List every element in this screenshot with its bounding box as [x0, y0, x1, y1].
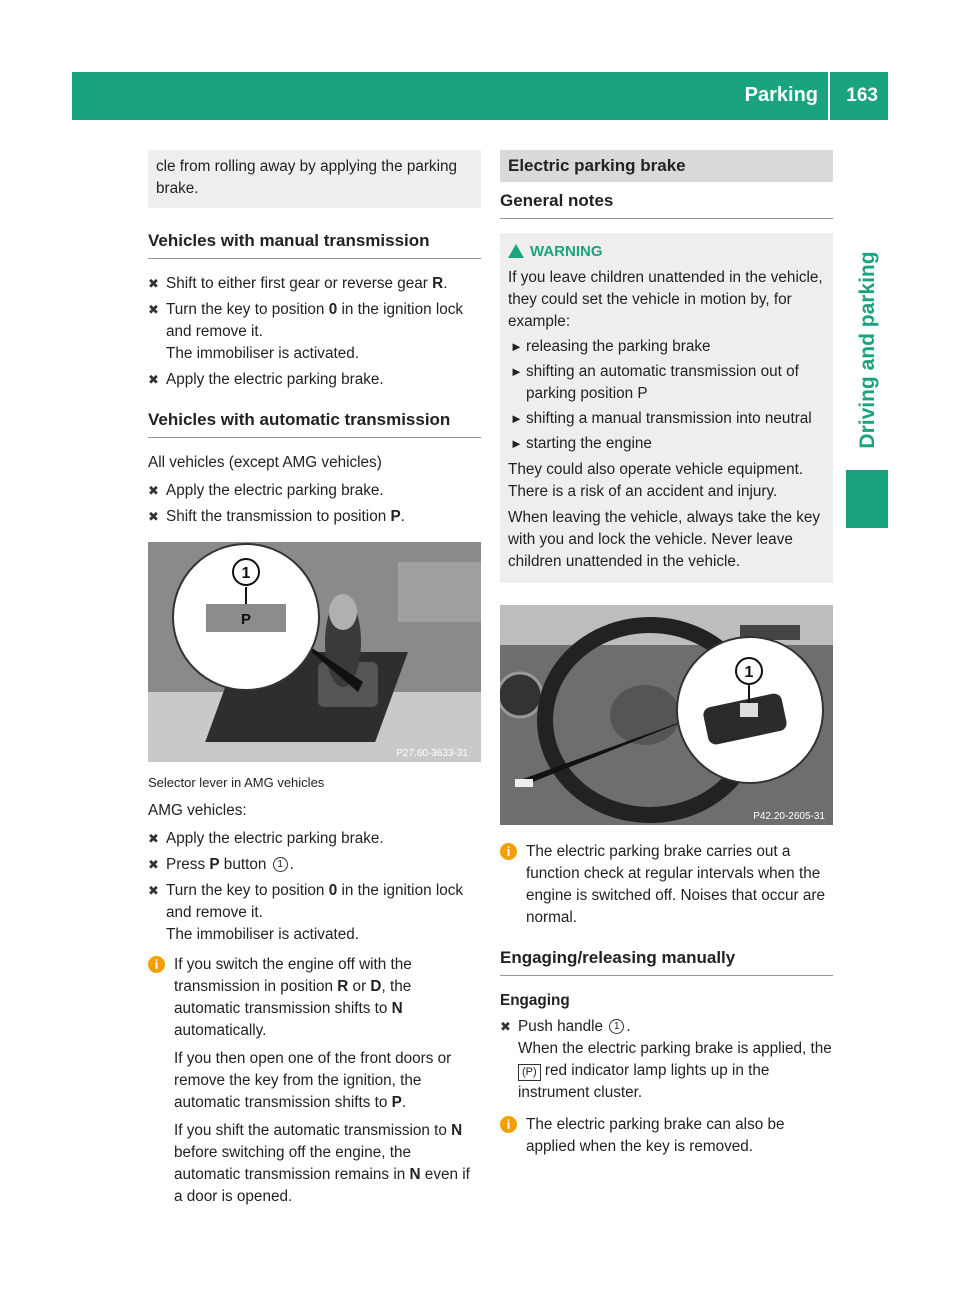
heading-engaging: Engaging: [500, 992, 570, 1009]
callout-1: 1: [744, 664, 754, 681]
arrow-icon: ✖: [148, 509, 159, 524]
heading-automatic: Vehicles with automatic transmission: [148, 409, 481, 438]
image-ref: P27.60-3633-31: [396, 748, 468, 759]
arrow-icon: ✖: [148, 483, 159, 498]
auto-step-1: ✖ Apply the electric parking brake.: [148, 480, 481, 502]
arrow-icon: ✖: [148, 302, 159, 317]
arrow-icon: ✖: [148, 831, 159, 846]
page-number: 163: [846, 85, 878, 106]
note-p2: If you then open one of the front doors or remove the key from the ignition, the automatic transmission shifts to P.: [174, 1050, 452, 1111]
note-p1: If you switch the engine off with the transmission in position R or D, the automatic transmission shifts to N automatically.: [174, 956, 412, 1039]
page-header: [72, 72, 888, 120]
intro-text: cle from rolling away by applying the parking brake.: [156, 158, 457, 197]
section-title: Parking: [744, 84, 818, 106]
arrow-icon: ✖: [500, 1019, 511, 1034]
automatic-subtext: All vehicles (except AMG vehicles): [148, 454, 382, 471]
parking-brake-photo: [500, 605, 833, 825]
info-note: [148, 954, 481, 1208]
heading-engaging-releasing: Engaging/releasing manually: [500, 947, 833, 976]
info-note-2: i The electric parking brake can also be applied when the key is removed.: [500, 1114, 833, 1158]
amg-step-3: ✖ Turn the key to position 0 in the ignition lock and remove it. The immobiliser is activated.: [148, 882, 464, 943]
left-column: [148, 150, 481, 1214]
parking-brake-illustration: [500, 605, 833, 825]
warning-bullet: ► shifting a manual transmission into neutral: [510, 410, 812, 427]
side-tab-marker: [846, 470, 888, 528]
warning-bullet: ► shifting an automatic transmission out of parking position P: [510, 363, 799, 402]
info-note-1: i The electric parking brake carries out a function check at regular intervals when the engine is switched off. Noises that occur are normal.: [500, 841, 833, 929]
warning-bullet: ► releasing the parking brake: [510, 338, 711, 355]
auto-step-2: ✖ Shift the transmission to position P.: [148, 506, 481, 528]
p-label: P: [240, 611, 252, 628]
warning-box: [500, 233, 833, 583]
continued-box: [148, 150, 481, 208]
heading-manual: Vehicles with manual transmission: [148, 230, 481, 259]
info-icon: i: [500, 1116, 517, 1133]
callout-1-ref: 1: [609, 1019, 624, 1034]
info-icon: i: [148, 956, 165, 973]
manual-step-2: ✖ Turn the key to position 0 in the ignition lock and remove it. The immobiliser is activated.: [148, 301, 464, 362]
warning-text-2: They could also operate vehicle equipment. There is a risk of an accident and injury.: [508, 461, 804, 500]
warning-text-3: When leaving the vehicle, always take the key with you and lock the vehicle. Never leave children unattended in the vehicle.: [508, 509, 821, 570]
arrow-icon: ✖: [148, 883, 159, 898]
image-caption: Selector lever in AMG vehicles: [148, 775, 325, 790]
section-heading-epb: Electric parking brake: [500, 150, 833, 182]
heading-general-notes: General notes: [500, 190, 833, 219]
header-divider: [828, 72, 830, 120]
manual-step-3: ✖ Apply the electric parking brake.: [148, 369, 481, 391]
warning-icon: [508, 244, 524, 258]
selector-lever-photo: [148, 542, 481, 762]
arrow-icon: ✖: [148, 372, 159, 387]
side-tab-label: Driving and parking: [856, 251, 879, 449]
manual-step-1: ✖ Shift to either first gear or reverse gear R.: [148, 273, 481, 295]
image-ref: P42.20-2605-31: [753, 811, 825, 822]
parking-brake-lamp-icon: (P): [518, 1064, 541, 1081]
arrow-icon: ✖: [148, 857, 159, 872]
right-column: [500, 150, 833, 1164]
amg-step-1: ✖ Apply the electric parking brake.: [148, 828, 481, 850]
note-p3: If you shift the automatic transmission to N before switching off the engine, the automatic transmission remains in N even if a door is opened.: [174, 1122, 470, 1205]
callout-1: 1: [241, 565, 251, 582]
warning-title: WARNING: [508, 241, 825, 263]
callout-1-ref: 1: [273, 857, 288, 872]
warning-intro: If you leave children unattended in the vehicle, they could set the vehicle in motion by, for example:: [508, 269, 823, 330]
info-icon: i: [500, 843, 517, 860]
arrow-icon: ✖: [148, 276, 159, 291]
side-tab: [846, 220, 890, 480]
engage-step: ✖ Push handle 1 . When the electric parking brake is applied, the (P) red indicator lamp lights up in the instrument cluster.: [500, 1018, 832, 1101]
amg-lead: AMG vehicles:: [148, 802, 247, 819]
warning-bullet: ► starting the engine: [510, 435, 652, 452]
amg-step-2: ✖ Press P button 1 .: [148, 854, 481, 876]
selector-lever-illustration: [148, 542, 481, 762]
